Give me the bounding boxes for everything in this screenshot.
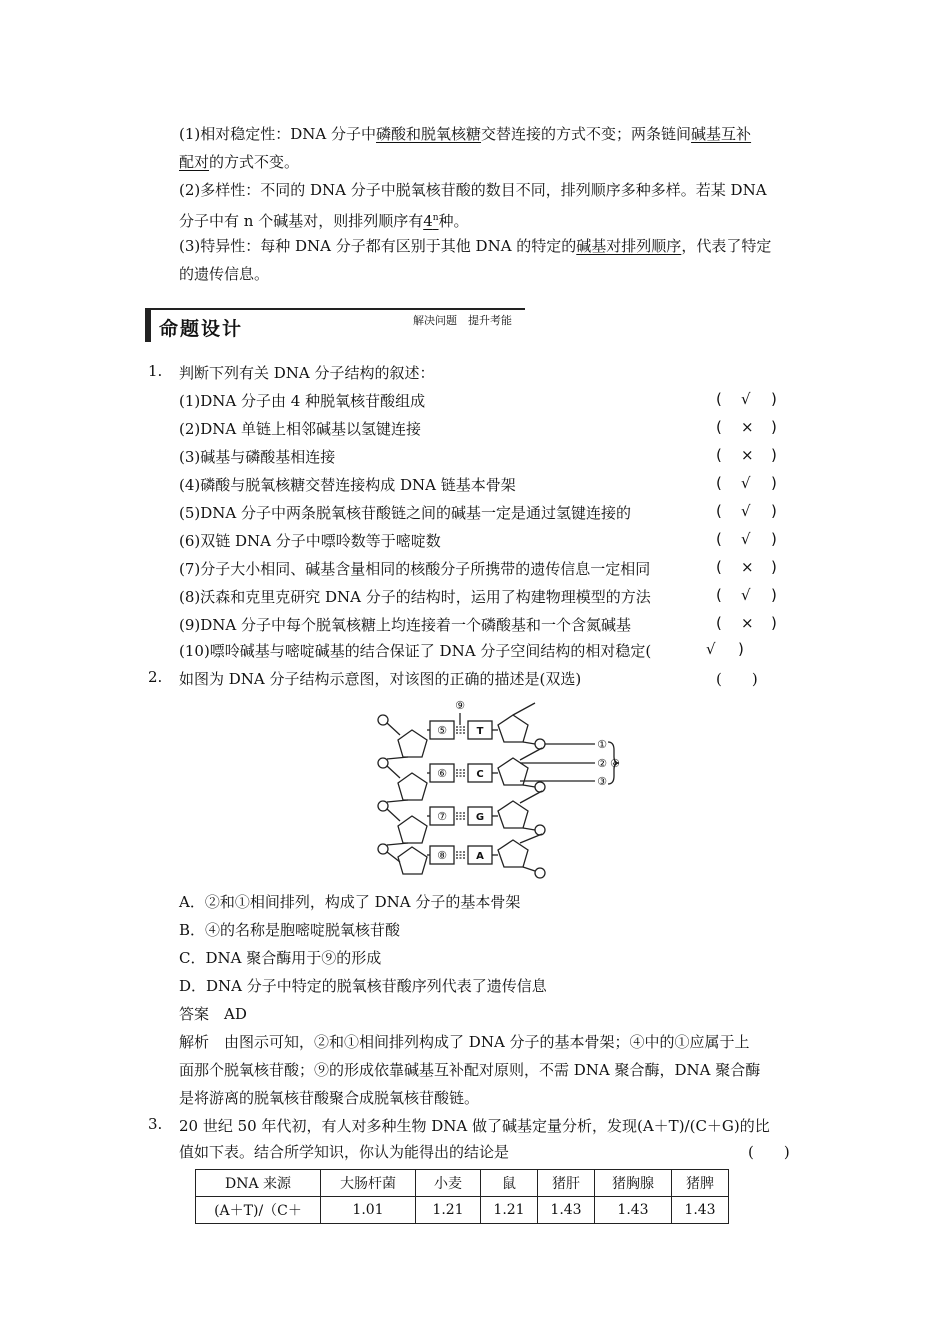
q2-option-d: D．DNA 分子中特定的脱氧核苷酸序列代表了遗传信息 [179,977,547,995]
table-cell: 1.43 [538,1197,595,1224]
answer-lparen: ( [716,390,722,408]
deoxyribose-pentagon [498,840,528,867]
table-cell: (A＋T)/（C＋ [196,1197,321,1224]
q1-item-4: (4)磷酸与脱氧核糖交替连接构成 DNA 链基本骨架 [179,476,516,494]
answer-rparen: ) [771,474,777,492]
figure-label-9: ⑨ [455,699,465,712]
answer-mark: √ [741,502,751,520]
answer-mark: √ [741,586,751,604]
answer-rparen: ) [771,446,777,464]
intro-text: (3)特异性：每种 DNA 分子都有区别于其他 DNA 的特定的 [179,237,577,255]
intro-paragraph-1 [179,120,751,148]
q2-answer: AD [224,1005,247,1023]
deoxyribose-pentagon [398,847,427,874]
q2-answer-label: 答案 [179,1005,210,1023]
table-cell: 1.43 [672,1197,729,1224]
q1-item-7: (7)分子大小相同、碱基含量相同的核酸分子所携带的遗传信息一定相同 [179,560,651,578]
section-rule [145,308,525,310]
figure-label-2: ② [597,757,607,770]
q2-analysis-label: 解析 [179,1033,210,1051]
answer-rparen: ) [771,418,777,436]
q1-item-2: (2)DNA 单链上相邻碱基以氢键连接 [179,420,422,438]
q2-number: 2. [148,668,163,686]
phosphate-circle [535,739,545,749]
q1-number: 1. [148,362,163,380]
figure-label-1: ① [597,738,607,751]
answer-lparen: ( [716,474,722,492]
deoxyribose-pentagon [398,730,427,757]
phosphate-circle [535,868,545,878]
q3-answer-blank: ( ) [748,1143,790,1161]
q2-analysis-line-3: 是将游离的脱氧核苷酸聚合成脱氧核苷酸链。 [179,1089,480,1107]
answer-lparen: ( [716,614,722,632]
answer-lparen: ( [716,446,722,464]
deoxyribose-pentagon [398,773,427,800]
answer-rparen: ) [771,586,777,604]
intro-paragraph-2-cont [179,204,469,235]
intro-underline: 碱基对排列顺序 [576,237,682,255]
intro-paragraph-3-cont [179,260,269,288]
answer-lparen: ( [716,418,722,436]
q1-item-9: (9)DNA 分子中每个脱氧核糖上均连接着一个磷酸基和一个含氮碱基 [179,616,632,634]
phosphate-circle [378,715,388,725]
table-header-cell: 猪脾 [672,1170,729,1197]
q2-answer-line [179,1003,247,1024]
figure-label-5: ⑤ [437,724,447,737]
answer-rparen: ) [771,502,777,520]
q1-item-6: (6)双链 DNA 分子中嘌呤数等于嘧啶数 [179,532,441,550]
answer-rparen: ) [771,390,777,408]
table-row [196,1197,729,1224]
answer-lparen: ( [716,558,722,576]
q1-item-10: (10)嘌呤碱基与嘧啶碱基的结合保证了 DNA 分子空间结构的相对稳定( [179,642,652,660]
table-cell: 1.21 [481,1197,538,1224]
table-header-cell: 猪肝 [538,1170,595,1197]
base-T: T [476,726,484,737]
answer-mark: × [741,558,754,576]
answer-mark: × [741,614,754,632]
table-cell: 1.43 [595,1197,672,1224]
phosphate-circle [378,844,388,854]
figure-label-4: ④ [610,757,620,770]
q2-analysis-line-1 [179,1031,750,1052]
intro-paragraph-3 [179,232,771,260]
q3-number: 3. [148,1115,163,1133]
table-cell: 1.21 [416,1197,481,1224]
phosphate-circle [378,758,388,768]
intro-text: 种。 [438,212,469,230]
base-ratio-table [195,1169,729,1224]
deoxyribose-pentagon [498,715,528,742]
phosphate-circle [535,782,545,792]
q1-item-10-mark: √ [706,640,716,658]
q2-stem: 如图为 DNA 分子结构示意图，对该图的正确的描述是(双选) [179,670,582,688]
q1-item-8: (8)沃森和克里克研究 DNA 分子的结构时，运用了构建物理模型的方法 [179,588,651,606]
q2-option-b: B．④的名称是胞嘧啶脱氧核苷酸 [179,921,401,939]
answer-mark: √ [741,390,751,408]
q2-answer-blank: ( ) [716,670,758,688]
dna-structure-diagram [370,695,620,880]
answer-lparen: ( [716,586,722,604]
intro-paragraph-2 [179,176,767,204]
intro-text: 的方式不变。 [209,153,300,171]
figure-label-8: ⑧ [437,849,447,862]
deoxyribose-pentagon [398,816,427,843]
table-header-row [196,1170,729,1197]
intro-text: (2)多样性：不同的 DNA 分子中脱氧核苷酸的数目不同，排列顺序多种多样。若某 DNA [179,181,767,199]
q2-analysis-line-2: 面那个脱氧核苷酸；⑨的形成依靠碱基互补配对原则，不需 DNA 聚合酶，DNA 聚合酶 [179,1061,761,1079]
intro-superscript: n [432,213,439,223]
q2-option-c: C．DNA 聚合酶用于⑨的形成 [179,949,382,967]
answer-rparen: ) [771,614,777,632]
answer-rparen: ) [771,558,777,576]
answer-lparen: ( [716,502,722,520]
table-header-cell: 猪胸腺 [595,1170,672,1197]
table-header-cell: 大肠杆菌 [321,1170,416,1197]
intro-underline: 碱基互补 [691,125,752,143]
intro-text: (1)相对稳定性：DNA 分子中 [179,125,377,143]
answer-mark: × [741,418,754,436]
answer-lparen: ( [716,530,722,548]
answer-rparen: ) [771,530,777,548]
q2-option-a: A．②和①相间排列，构成了 DNA 分子的基本骨架 [179,893,521,911]
phosphate-circle [378,801,388,811]
q1-item-3: (3)碱基与磷酸基相连接 [179,448,336,466]
figure-label-3: ③ [597,775,607,788]
section-accent-bar [145,310,151,342]
q3-stem-line-1: 20 世纪 50 年代初，有人对多种生物 DNA 做了碱基定量分析，发现(A＋T)/(C＋G)的比 [179,1117,770,1135]
base-C: C [476,769,484,780]
q1-item-10-rparen: ) [738,640,744,658]
deoxyribose-pentagon [498,801,528,828]
intro-underline: 配对 [179,153,210,171]
intro-paragraph-1-cont [179,148,299,176]
q1-stem: 判断下列有关 DNA 分子结构的叙述： [179,364,435,382]
base-G: G [475,812,485,823]
section-subtitle: 解决问题 提升考能 [413,314,512,327]
section-heading [145,308,525,342]
intro-text: 的遗传信息。 [179,265,270,283]
intro-text: 分子中有 n 个碱基对，则排列顺序有 [179,212,424,230]
table-header-cell: 鼠 [481,1170,538,1197]
intro-text: ，代表了特定 [681,237,772,255]
intro-underline: 4 [423,212,433,230]
intro-text: 交替连接的方式不变；两条链间 [481,125,692,143]
q3-stem-line-2: 值如下表。结合所学知识，你认为能得出的结论是 [179,1143,510,1161]
q1-item-1: (1)DNA 分子由 4 种脱氧核苷酸组成 [179,392,426,410]
figure-label-7: ⑦ [437,810,447,823]
table-cell: 1.01 [321,1197,416,1224]
answer-mark: × [741,446,754,464]
figure-label-6: ⑥ [437,767,447,780]
table-header-cell: 小麦 [416,1170,481,1197]
answer-mark: √ [741,530,751,548]
phosphate-circle [535,825,545,835]
section-title: 命题设计 [159,318,244,340]
q2-analysis-text: 由图示可知，②和①相间排列构成了 DNA 分子的基本骨架；④中的①应属于上 [224,1033,750,1051]
table-header-cell: DNA 来源 [196,1170,321,1197]
answer-mark: √ [741,474,751,492]
intro-underline: 磷酸和脱氧核糖 [376,125,482,143]
q1-item-5: (5)DNA 分子中两条脱氧核苷酸链之间的碱基一定是通过氢键连接的 [179,504,632,522]
base-A: A [476,851,484,862]
